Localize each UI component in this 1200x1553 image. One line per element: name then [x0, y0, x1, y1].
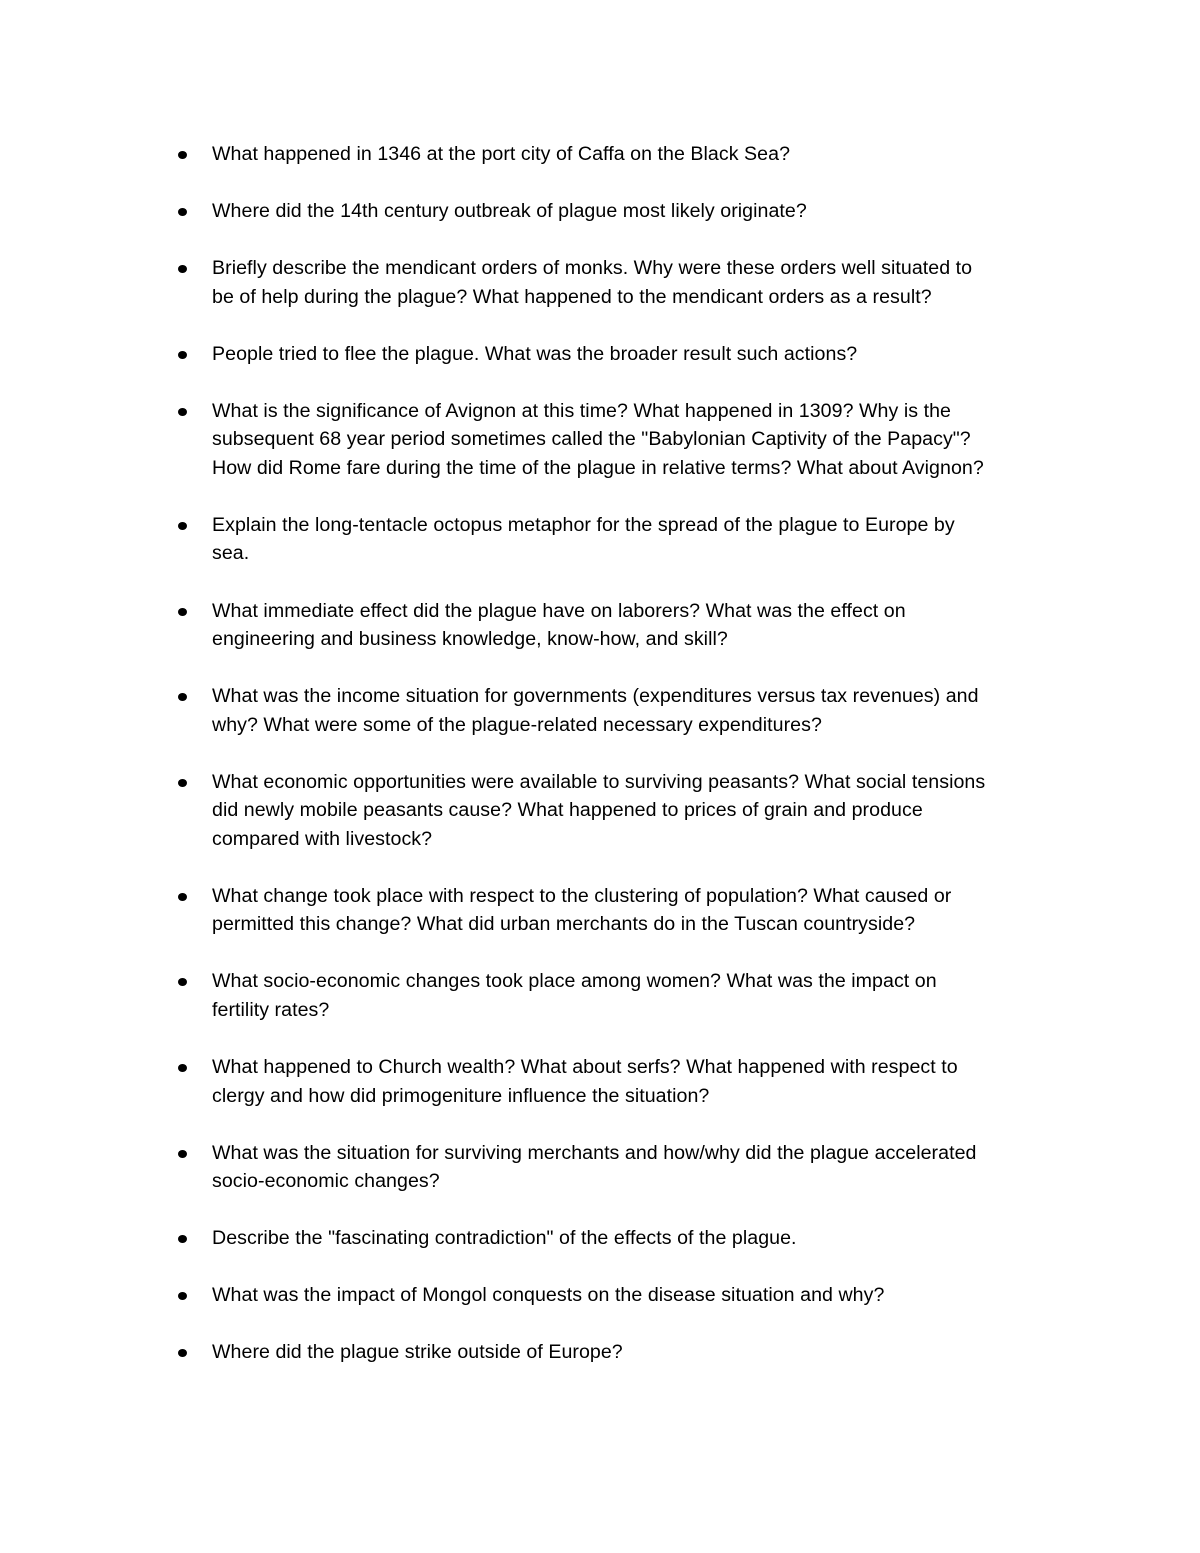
bullet-icon [176, 967, 212, 996]
bullet-icon [176, 1281, 212, 1310]
list-item [176, 254, 1076, 311]
question-line: socio-economic changes? [212, 1170, 440, 1193]
bullet-icon [176, 682, 212, 711]
list-item [176, 597, 1076, 654]
question-line: What was the impact of Mongol conquests on the disease situation and why? [212, 1284, 885, 1307]
question-text [212, 397, 984, 483]
list-item [176, 967, 1076, 1024]
question-line: What change took place with respect to the clustering of population? What caused or [212, 884, 952, 907]
question-line: How did Rome fare during the time of the plague in relative terms? What about Avignon? [212, 456, 984, 479]
question-line: why? What were some of the plague-related necessary expenditures? [212, 713, 822, 736]
question-text [212, 197, 807, 226]
list-item [176, 1281, 1076, 1310]
list-item [176, 1224, 1076, 1253]
question-text [212, 1053, 958, 1110]
bullet-icon [176, 597, 212, 626]
list-item [176, 768, 1076, 854]
bullet-icon [176, 340, 212, 369]
question-text [212, 340, 857, 369]
question-line: compared with livestock? [212, 827, 433, 850]
question-text [212, 882, 951, 939]
question-text [212, 682, 979, 739]
question-line: did newly mobile peasants cause? What happened to prices of grain and produce [212, 799, 923, 822]
list-item [176, 882, 1076, 939]
list-item [176, 197, 1076, 226]
question-line: Where did the 14th century outbreak of plague most likely originate? [212, 200, 807, 223]
question-line: What is the significance of Avignon at this time? What happened in 1309? Why is the [212, 399, 951, 422]
question-line: What was the income situation for governments (expenditures versus tax revenues) and [212, 685, 979, 708]
question-line: clergy and how did primogeniture influence the situation? [212, 1084, 710, 1107]
question-line: What happened to Church wealth? What about serfs? What happened with respect to [212, 1056, 958, 1079]
question-text [212, 511, 955, 568]
question-text [212, 1224, 797, 1253]
bullet-icon [176, 140, 212, 169]
question-text [212, 967, 937, 1024]
bullet-icon [176, 397, 212, 426]
list-item [176, 397, 1076, 483]
question-line: sea. [212, 542, 250, 565]
list-item [176, 682, 1076, 739]
question-text [212, 254, 972, 311]
bullet-icon [176, 1053, 212, 1082]
question-line: Explain the long-tentacle octopus metaphor for the spread of the plague to Europe by [212, 513, 955, 536]
bullet-icon [176, 197, 212, 226]
question-line: Briefly describe the mendicant orders of monks. Why were these orders well situated to [212, 257, 973, 280]
list-item [176, 340, 1076, 369]
list-item [176, 1053, 1076, 1110]
question-line: subsequent 68 year period sometimes called the "Babylonian Captivity of the Papacy"? [212, 428, 971, 451]
question-line: engineering and business knowledge, know-how, and skill? [212, 628, 728, 651]
question-line: People tried to flee the plague. What was the broader result such actions? [212, 342, 858, 365]
question-text [212, 597, 906, 654]
bullet-icon [176, 882, 212, 911]
question-line: permitted this change? What did urban merchants do in the Tuscan countryside? [212, 913, 916, 936]
question-line: fertility rates? [212, 998, 330, 1021]
bullet-icon [176, 768, 212, 797]
question-line: What was the situation for surviving merchants and how/why did the plague accelerated [212, 1141, 977, 1164]
list-item [176, 140, 1076, 169]
bullet-icon [176, 1338, 212, 1367]
question-line: What immediate effect did the plague have on laborers? What was the effect on [212, 599, 906, 622]
question-line: Where did the plague strike outside of Europe? [212, 1341, 623, 1364]
bullet-icon [176, 1139, 212, 1168]
question-text [212, 768, 985, 854]
question-line: be of help during the plague? What happened to the mendicant orders as a result? [212, 285, 932, 308]
question-text [212, 1281, 884, 1310]
list-item [176, 1338, 1076, 1367]
bullet-icon [176, 511, 212, 540]
list-item [176, 511, 1076, 568]
question-text [212, 1139, 976, 1196]
question-list [176, 140, 1076, 1396]
question-line: What economic opportunities were available to surviving peasants? What social tensions [212, 770, 986, 793]
bullet-icon [176, 1224, 212, 1253]
question-line: What happened in 1346 at the port city of Caffa on the Black Sea? [212, 143, 791, 165]
list-item [176, 1139, 1076, 1196]
question-line: Describe the "fascinating contradiction" of the effects of the plague. [212, 1227, 797, 1250]
question-text [212, 140, 790, 169]
question-line: What socio-economic changes took place among women? What was the impact on [212, 970, 937, 993]
bullet-icon [176, 254, 212, 283]
question-text [212, 1338, 623, 1367]
